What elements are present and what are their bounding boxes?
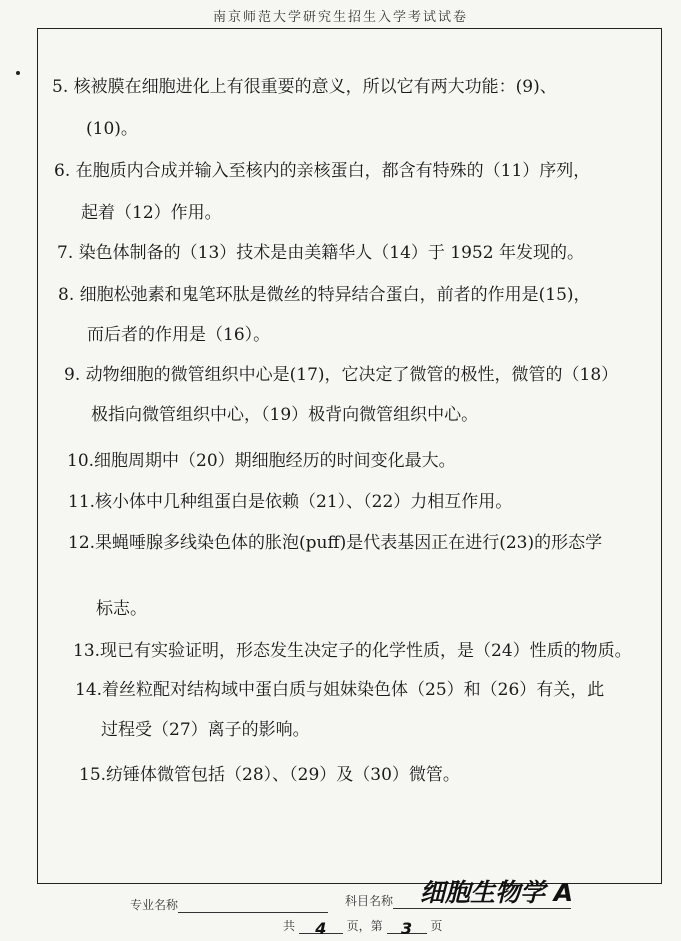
question-10-line-1: 10.细胞周期中（20）期细胞经历的时间变化最大。 xyxy=(67,451,456,471)
margin-dot xyxy=(16,71,20,75)
question-5-line-2: (10)。 xyxy=(86,119,138,139)
major-name-blank xyxy=(178,898,328,913)
question-9-line-1: 9. 动物细胞的微管组织中心是(17)，它决定了微管的极性，微管的（18） xyxy=(64,365,619,385)
question-7-line-1: 7. 染色体制备的（13）技术是由美籍华人（14）于 1952 年发现的。 xyxy=(57,243,584,263)
question-9-line-2: 极指向微管组织中心，（19）极背向微管组织中心。 xyxy=(91,405,479,425)
page-word-1: 页，第 xyxy=(346,919,383,933)
subject-name-handwritten: 细胞生物学 A xyxy=(420,878,574,907)
question-14-line-2: 过程受（27）离子的影响。 xyxy=(101,720,310,740)
question-8-line-2: 而后者的作用是（16）。 xyxy=(87,325,271,345)
total-prefix: 共 xyxy=(283,919,296,933)
question-12-line-1: 12.果蝇唾腺多线染色体的胀泡(puff)是代表基因正在进行(23)的形态学 xyxy=(68,533,603,553)
question-5-line-1: 5. 核被膜在细胞进化上有很重要的意义，所以它有两大功能：(9)、 xyxy=(52,77,557,97)
major-name-label: 专业名称 xyxy=(130,898,179,912)
page-word-2: 页 xyxy=(430,919,443,933)
current-page-value: 3 xyxy=(400,919,413,938)
question-6-line-2: 起着（12）作用。 xyxy=(81,203,222,223)
question-15-line-1: 15.纺锤体微管包括（28）、（29）及（30）微管。 xyxy=(79,765,460,785)
major-name-field xyxy=(130,896,328,913)
question-8-line-1: 8. 细胞松弛素和鬼笔环肽是微丝的特异结合蛋白，前者的作用是(15)， xyxy=(58,285,591,305)
exam-header-title: 南京师范大学研究生招生入学考试试卷 xyxy=(212,10,468,25)
total-pages-value: 4 xyxy=(315,919,327,938)
current-page-blank xyxy=(387,919,427,938)
subject-name-label: 科目名称 xyxy=(345,894,394,908)
question-11-line-1: 11.核小体中几种组蛋白是依赖（21）、（22）力相互作用。 xyxy=(68,492,513,512)
total-pages-blank xyxy=(299,919,343,938)
page-count-field xyxy=(283,917,443,938)
question-14-line-1: 14.着丝粒配对结构域中蛋白质与姐妹染色体（25）和（26）有关，此 xyxy=(75,680,605,700)
question-12-line-2: 标志。 xyxy=(96,599,147,619)
question-13-line-1: 13.现已有实验证明，形态发生决定子的化学性质，是（24）性质的物质。 xyxy=(73,641,632,661)
question-6-line-1: 6. 在胞质内合成并输入至核内的亲核蛋白，都含有特殊的（11）序列， xyxy=(54,161,591,181)
